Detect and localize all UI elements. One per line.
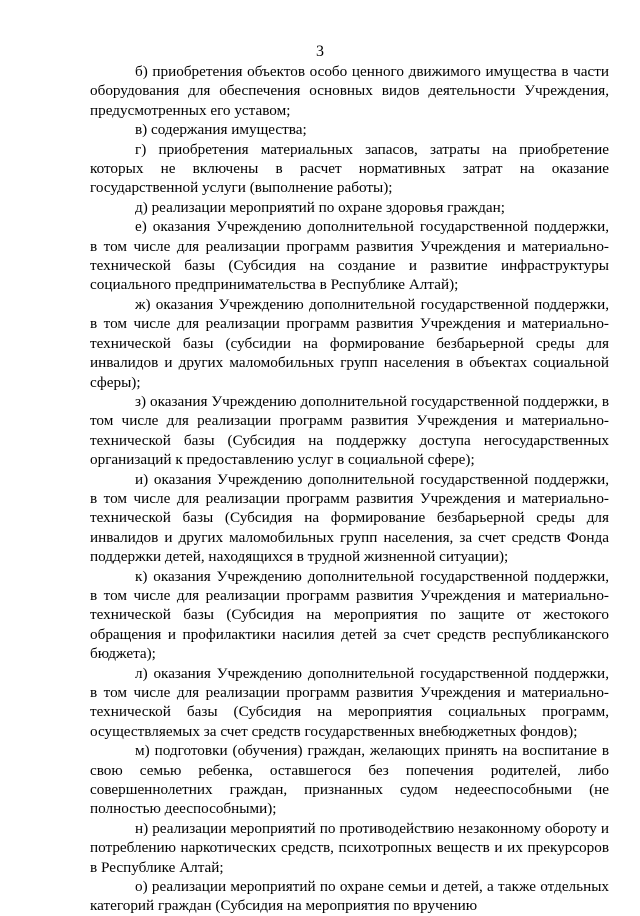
paragraph-g: г) приобретения материальных запасов, затраты на приобретение которых не включены в расчет нормативных затрат на оказание государственной услуги (выполнение работы); — [90, 140, 609, 197]
paragraph-k: к) оказания Учреждению дополнительной государственной поддержки, в том числе для реализации программ развития Учреждения и материально-технической базы (Субсидия на мероприятия по защите от жестокого обращения и профилактики насилия детей за счет средств республиканского бюджета); — [90, 567, 609, 663]
paragraph-zh: ж) оказания Учреждению дополнительной государственной поддержки, в том числе для реализации программ развития Учреждения и материально-технической базы (субсидии на формирование безбарьерной среды для инвалидов и других маломобильных групп населения в объектах социальной сферы); — [90, 295, 609, 391]
paragraph-v: в) содержания имущества; — [135, 121, 307, 139]
paragraph-l: л) оказания Учреждению дополнительной государственной поддержки, в том числе для реализации программ развития Учреждения и материально-технической базы (Субсидия на мероприятия социальных программ, осуществляемых за счет средств государственных внебюджетных фондов); — [90, 664, 609, 740]
page-number: 3 — [316, 43, 324, 60]
paragraph-o: о) реализации мероприятий по охране семьи и детей, а также отдельных категорий граждан (Субсидия на мероприятия по вручению — [90, 878, 609, 915]
paragraph-d: д) реализации мероприятий по охране здоровья граждан; — [135, 198, 505, 216]
paragraph-n: н) реализации мероприятий по противодействию незаконному обороту и потреблению наркотических средств, психотропных веществ и их прекурсоров в Республике Алтай; — [90, 819, 609, 876]
paragraph-b: б) приобретения объектов особо ценного движимого имущества в части оборудования для обеспечения основных видов деятельности Учреждения, предусмотренных его уставом; — [90, 63, 609, 119]
paragraph-i: и) оказания Учреждению дополнительной государственной поддержки, в том числе для реализации программ развития Учреждения и материально-технической базы (Субсидия на формирование безбарьерной среды для инвалидов и других маломобильных групп населения, за счет средств Фонда поддержки детей, находящихся в трудной жизненной ситуации); — [90, 470, 609, 566]
paragraph-m: м) подготовки (обучения) граждан, желающих принять на воспитание в свою семью ребенка, оставшегося без попечения родителей, либо совершеннолетних граждан, признанных судом недееспособными (не полностью дееспособными); — [90, 742, 609, 818]
document-body — [90, 62, 609, 916]
paragraph-e: е) оказания Учреждению дополнительной государственной поддержки, в том числе для реализации программ развития Учреждения и материально-технической базы (Субсидия на создание и развитие инфраструктуры социального предпринимательства в Республике Алтай); — [90, 218, 609, 294]
paragraph-z: з) оказания Учреждению дополнительной государственной поддержки, в том числе для реализации программ развития Учреждения и материально-технической базы (Субсидия на поддержку доступа негосударственных организаций к предоставлению услуг в социальной сфере); — [90, 392, 609, 469]
